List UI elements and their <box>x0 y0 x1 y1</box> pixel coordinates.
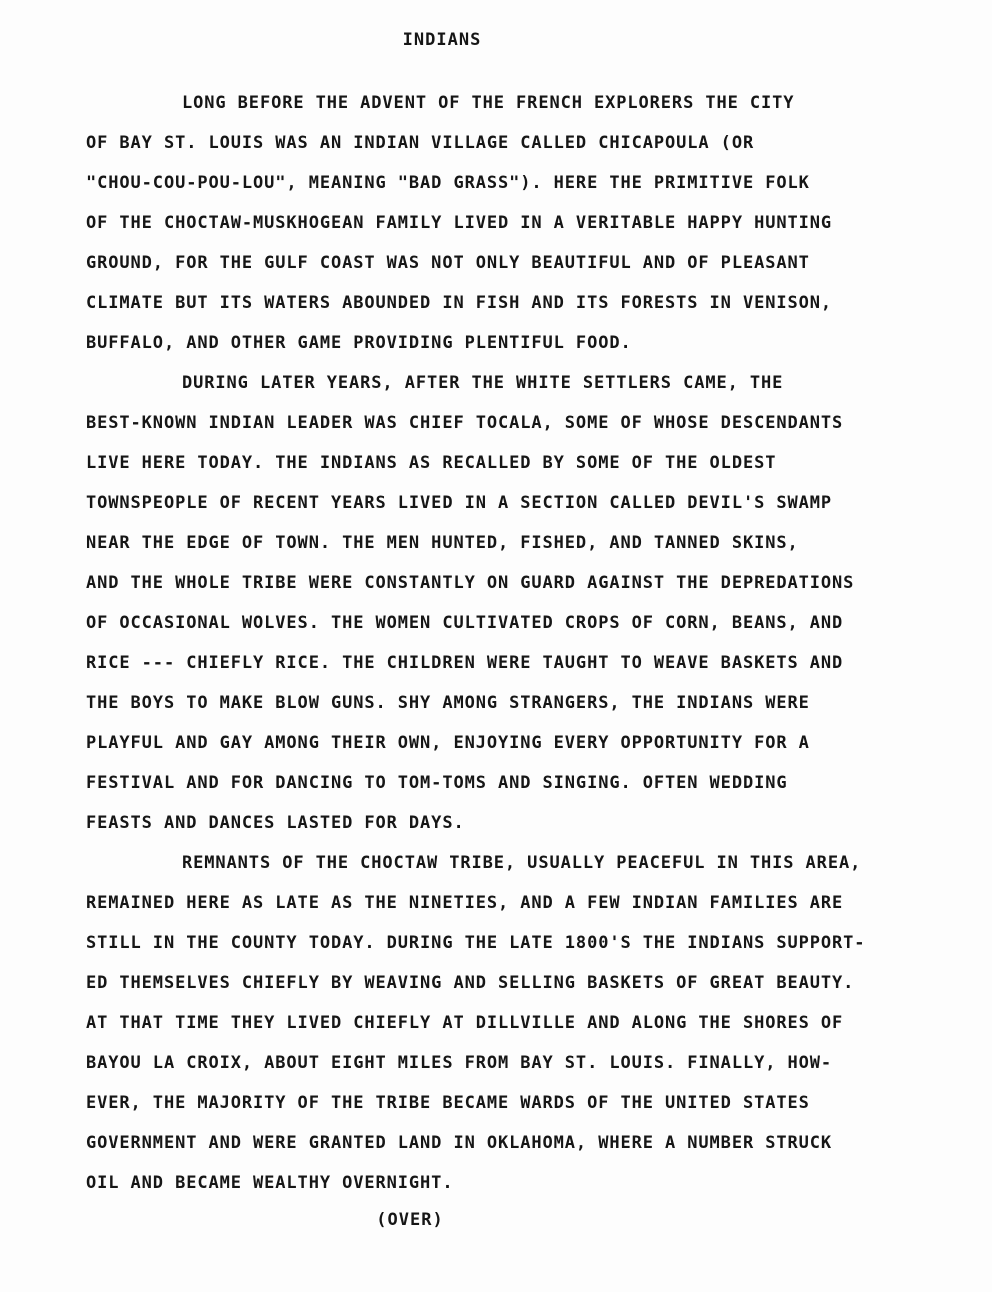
text-line: FESTIVAL AND FOR DANCING TO TOM-TOMS AND SINGING. OFTEN WEDDING <box>86 773 788 793</box>
text-line: EVER, THE MAJORITY OF THE TRIBE BECAME WARDS OF THE UNITED STATES <box>86 1093 810 1113</box>
text-line: NEAR THE EDGE OF TOWN. THE MEN HUNTED, FISHED, AND TANNED SKINS, <box>86 533 799 553</box>
text-line: PLAYFUL AND GAY AMONG THEIR OWN, ENJOYING EVERY OPPORTUNITY FOR A <box>86 733 810 753</box>
text-line: ED THEMSELVES CHIEFLY BY WEAVING AND SELLING BASKETS OF GREAT BEAUTY. <box>86 973 855 993</box>
text-line: RICE --- CHIEFLY RICE. THE CHILDREN WERE TAUGHT TO WEAVE BASKETS AND <box>86 653 844 673</box>
text-line: BUFFALO, AND OTHER GAME PROVIDING PLENTIFUL FOOD. <box>86 333 632 353</box>
text-line: OF THE CHOCTAW-MUSKHOGEAN FAMILY LIVED IN A VERITABLE HAPPY HUNTING <box>86 213 833 233</box>
text-line: AT THAT TIME THEY LIVED CHIEFLY AT DILLVILLE AND ALONG THE SHORES OF <box>86 1013 844 1033</box>
text-line: LONG BEFORE THE ADVENT OF THE FRENCH EXPLORERS THE CITY <box>182 93 795 113</box>
document-title: INDIANS <box>402 30 482 50</box>
text-line: BAYOU LA CROIX, ABOUT EIGHT MILES FROM BAY ST. LOUIS. FINALLY, HOW- <box>86 1053 833 1073</box>
text-line: STILL IN THE COUNTY TODAY. DURING THE LATE 1800'S THE INDIANS SUPPORT- <box>86 933 866 953</box>
text-line: DURING LATER YEARS, AFTER THE WHITE SETTLERS CAME, THE <box>182 373 784 393</box>
text-line: GROUND, FOR THE GULF COAST WAS NOT ONLY BEAUTIFUL AND OF PLEASANT <box>86 253 810 273</box>
text-line: REMNANTS OF THE CHOCTAW TRIBE, USUALLY PEACEFUL IN THIS AREA, <box>182 853 862 873</box>
text-line: THE BOYS TO MAKE BLOW GUNS. SHY AMONG STRANGERS, THE INDIANS WERE <box>86 693 810 713</box>
text-line: LIVE HERE TODAY. THE INDIANS AS RECALLED BY SOME OF THE OLDEST <box>86 453 777 473</box>
text-line: "CHOU-COU-POU-LOU", MEANING "BAD GRASS"). HERE THE PRIMITIVE FOLK <box>86 173 810 193</box>
text-line: AND THE WHOLE TRIBE WERE CONSTANTLY ON GUARD AGAINST THE DEPREDATIONS <box>86 573 855 593</box>
text-line: GOVERNMENT AND WERE GRANTED LAND IN OKLAHOMA, WHERE A NUMBER STRUCK <box>86 1133 833 1153</box>
text-line: REMAINED HERE AS LATE AS THE NINETIES, AND A FEW INDIAN FAMILIES ARE <box>86 893 844 913</box>
text-line: BEST-KNOWN INDIAN LEADER WAS CHIEF TOCALA, SOME OF WHOSE DESCENDANTS <box>86 413 844 433</box>
text-line: CLIMATE BUT ITS WATERS ABOUNDED IN FISH AND ITS FORESTS IN VENISON, <box>86 293 833 313</box>
page-footer: (OVER) <box>376 1210 444 1230</box>
text-line: OIL AND BECAME WEALTHY OVERNIGHT. <box>86 1173 454 1193</box>
text-line: FEASTS AND DANCES LASTED FOR DAYS. <box>86 813 465 833</box>
text-line: TOWNSPEOPLE OF RECENT YEARS LIVED IN A SECTION CALLED DEVIL'S SWAMP <box>86 493 833 513</box>
text-line: OF OCCASIONAL WOLVES. THE WOMEN CULTIVATED CROPS OF CORN, BEANS, AND <box>86 613 844 633</box>
text-line: OF BAY ST. LOUIS WAS AN INDIAN VILLAGE CALLED CHICAPOULA (OR <box>86 133 755 153</box>
